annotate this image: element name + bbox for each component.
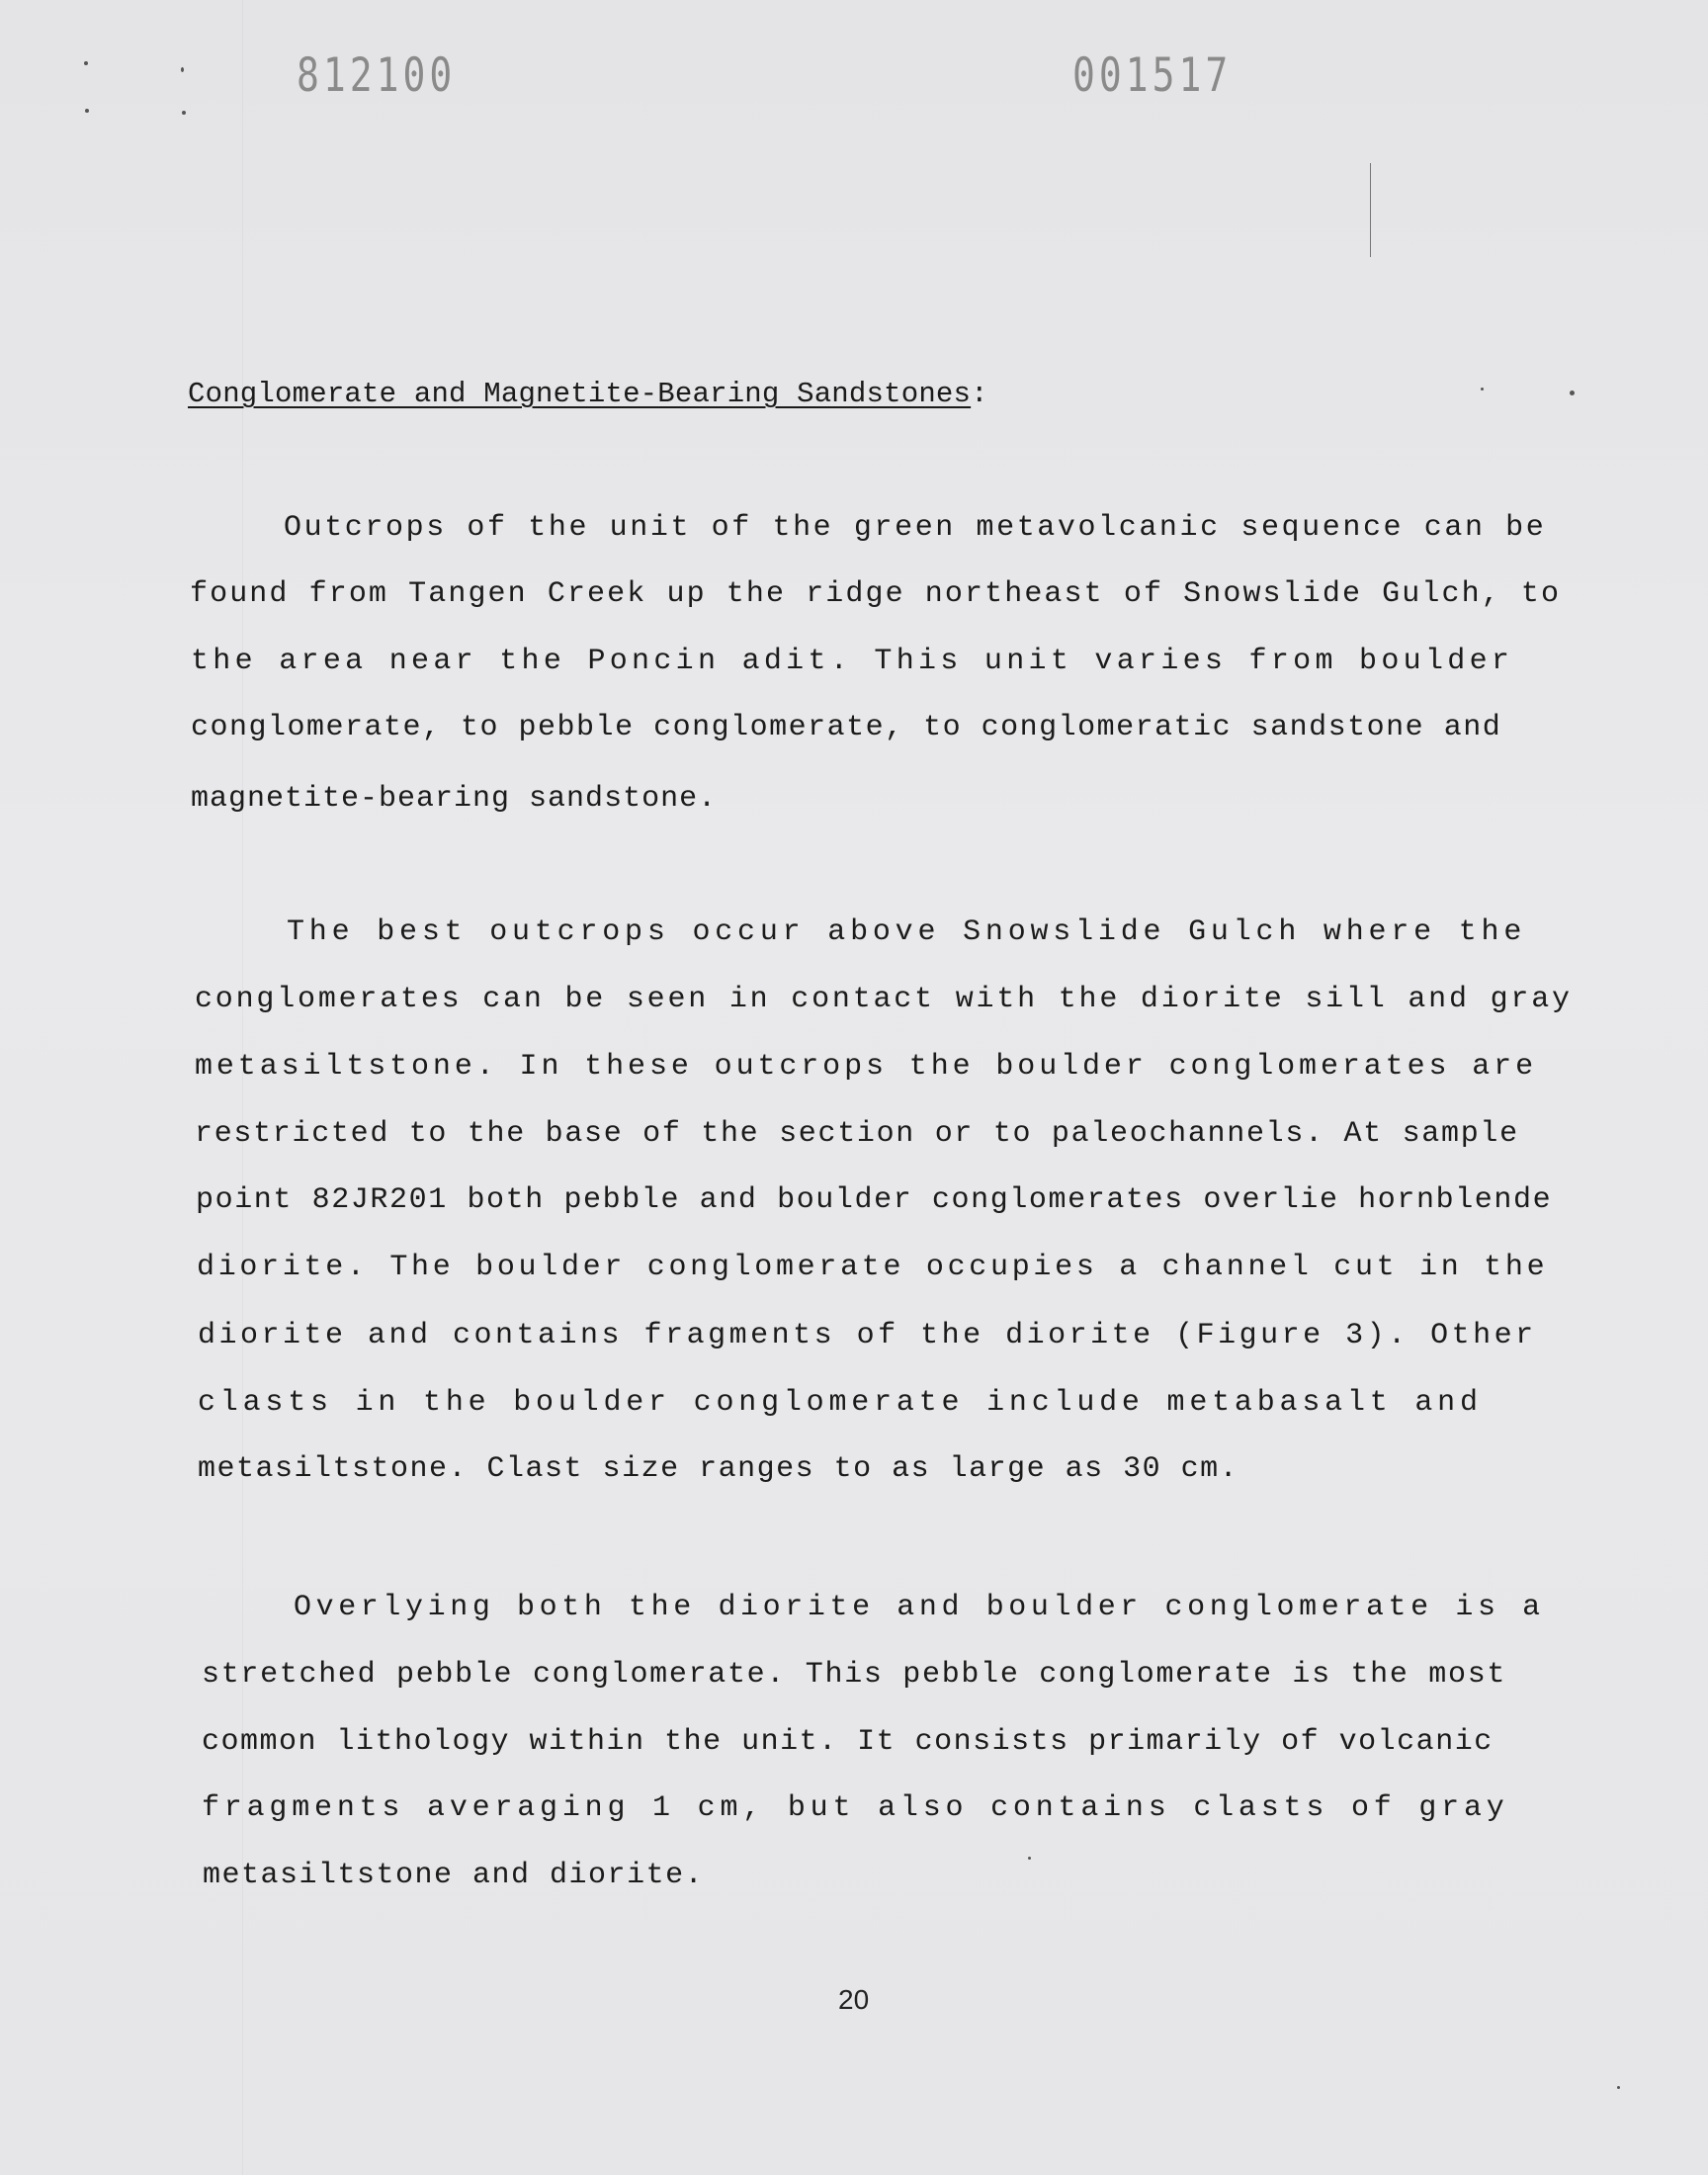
paragraph-2-line: clasts in the boulder conglomerate include metabasalt and bbox=[198, 1386, 1483, 1420]
paragraph-3-line: common lithology within the unit. It consists primarily of volcanic bbox=[202, 1725, 1494, 1759]
paragraph-2-line: point 82JR201 both pebble and boulder conglomerates overlie hornblende bbox=[196, 1183, 1553, 1217]
scan-speck bbox=[182, 111, 186, 115]
paragraph-2-line: conglomerates can be seen in contact with the diorite sill and gray bbox=[195, 983, 1573, 1016]
paragraph-2-line: metasiltstone. In these outcrops the boulder conglomerates are bbox=[195, 1050, 1537, 1084]
paragraph-1-line: found from Tangen Creek up the ridge northeast of Snowslide Gulch, to bbox=[190, 577, 1562, 611]
scan-speck bbox=[84, 61, 88, 65]
page-edge-shadow bbox=[242, 0, 243, 2175]
paragraph-1-line: the area near the Poncin adit. This unit varies from boulder bbox=[191, 645, 1514, 678]
scan-speck bbox=[1570, 391, 1575, 395]
section-heading-colon: : bbox=[971, 378, 988, 410]
stamp-number-right: 001517 bbox=[1072, 47, 1233, 102]
scan-mark-line bbox=[1370, 163, 1371, 257]
paragraph-1-line: conglomerate, to pebble conglomerate, to conglomeratic sandstone and bbox=[191, 711, 1502, 744]
scan-speck bbox=[1028, 1857, 1031, 1860]
paragraph-3-line: metasiltstone and diorite. bbox=[203, 1859, 705, 1892]
scan-speck bbox=[1617, 2086, 1620, 2089]
section-heading bbox=[188, 378, 988, 410]
scan-speck bbox=[181, 67, 184, 72]
paragraph-3-line: fragments averaging 1 cm, but also contains clasts of gray bbox=[202, 1791, 1509, 1825]
paragraph-2-line: diorite and contains fragments of the diorite (Figure 3). Other bbox=[198, 1319, 1537, 1352]
paragraph-2-line: diorite. The boulder conglomerate occupies a channel cut in the bbox=[197, 1251, 1549, 1284]
paragraph-1-line: magnetite-bearing sandstone. bbox=[191, 782, 718, 816]
stamp-number-left: 812100 bbox=[297, 47, 457, 102]
paragraph-3-line: Overlying both the diorite and boulder conglomerate is a bbox=[294, 1591, 1545, 1624]
paragraph-2-line: metasiltstone. Clast size ranges to as large as 30 cm. bbox=[198, 1452, 1239, 1486]
paragraph-1-line: Outcrops of the unit of the green metavolcanic sequence can be bbox=[284, 511, 1547, 545]
paragraph-3-line: stretched pebble conglomerate. This pebble conglomerate is the most bbox=[202, 1658, 1507, 1692]
page-number: 20 bbox=[838, 1984, 870, 2015]
scan-speck bbox=[1481, 388, 1484, 391]
paragraph-2-line: restricted to the base of the section or to paleochannels. At sample bbox=[195, 1117, 1519, 1151]
scan-speck bbox=[85, 109, 89, 113]
paragraph-2-line: The best outcrops occur above Snowslide Gulch where the bbox=[287, 915, 1527, 949]
section-heading-text: Conglomerate and Magnetite-Bearing Sandstones bbox=[188, 378, 972, 410]
